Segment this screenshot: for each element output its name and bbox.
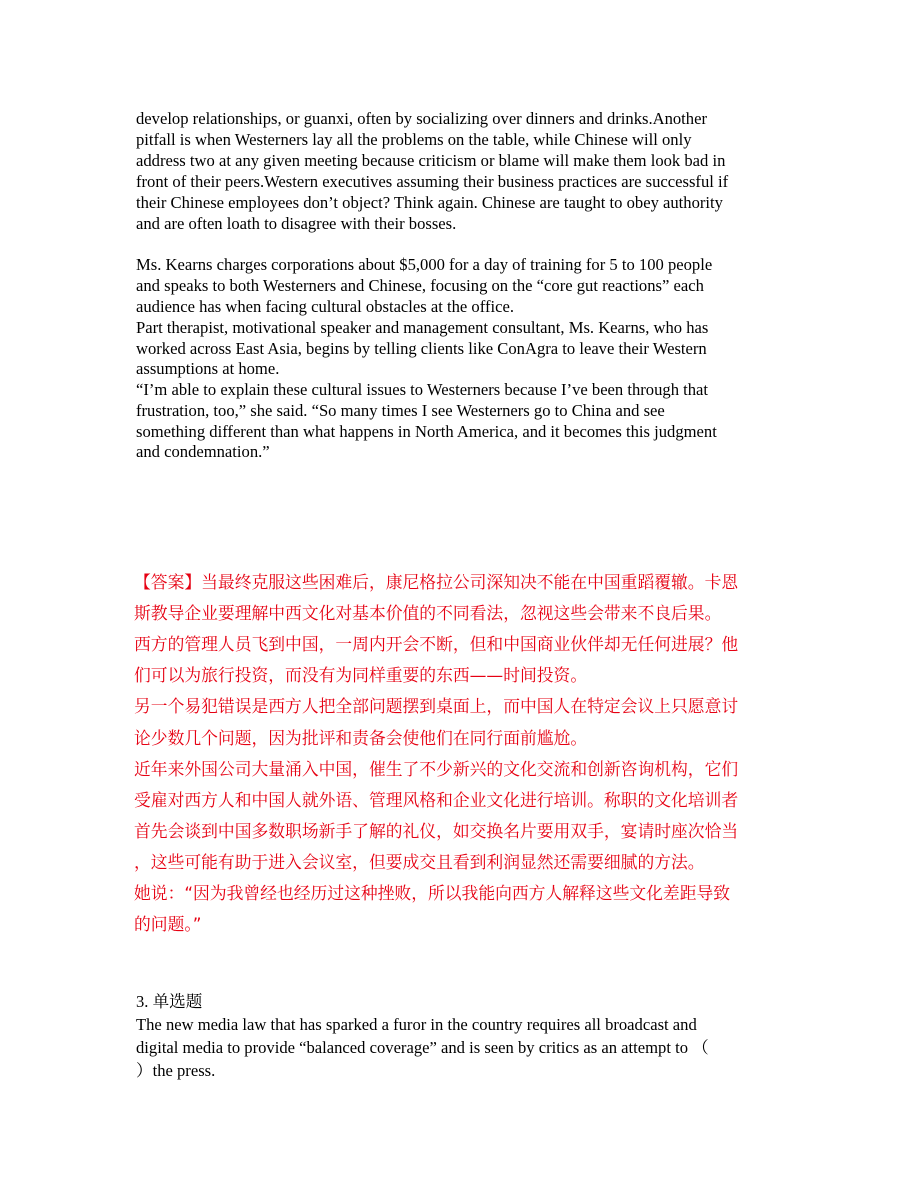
answer-line: 受雇对西方人和中国人就外语、管理风格和企业文化进行培训。称职的文化培训者 bbox=[134, 790, 739, 810]
question-line: digital media to provide “balanced coverage” and is seen by critics as an attempt to （ bbox=[136, 1038, 709, 1057]
passage-line: and are often loath to disagree with their bosses. bbox=[136, 214, 457, 233]
answer-line: 近年来外国公司大量涌入中国，催生了不少新兴的文化交流和创新咨询机构，它们 bbox=[134, 759, 739, 779]
passage-line: and speaks to both Westerners and Chinese, focusing on the “core gut reactions” each bbox=[136, 276, 704, 295]
passage-line: pitfall is when Westerners lay all the problems on the table, while Chinese will only bbox=[136, 130, 692, 149]
passage-line: and condemnation.” bbox=[136, 442, 270, 461]
passage-line: develop relationships, or guanxi, often by socializing over dinners and drinks.Another bbox=[136, 109, 707, 128]
passage-line: something different than what happens in North America, and it becomes this judgment bbox=[136, 422, 717, 441]
answer-line: 另一个易犯错误是西方人把全部问题摆到桌面上，而中国人在特定会议上只愿意讨 bbox=[134, 696, 739, 716]
answer-line: 【答案】当最终克服这些困难后，康尼格拉公司深知决不能在中国重蹈覆辙。卡恩 bbox=[134, 572, 739, 592]
answer-line: 首先会谈到中国多数职场新手了解的礼仪，如交换名片要用双手，宴请时座次恰当 bbox=[134, 821, 739, 841]
question-line: The new media law that has sparked a furor in the country requires all broadcast and bbox=[136, 1015, 697, 1034]
answer-line: ，这些可能有助于进入会议室，但要成交且看到利润显然还需要细腻的方法。 bbox=[134, 852, 705, 872]
passage-line: Ms. Kearns charges corporations about $5,000 for a day of training for 5 to 100 people bbox=[136, 255, 713, 274]
question-line: ）the press. bbox=[136, 1061, 216, 1080]
passage-line: “I’m able to explain these cultural issues to Westerners because I’ve been through that bbox=[136, 380, 709, 399]
passage-line: address two at any given meeting because criticism or blame will make them look bad in bbox=[136, 151, 726, 170]
answer-line: 论少数几个问题，因为批评和责备会使他们在同行面前尴尬。 bbox=[134, 728, 588, 748]
passage-line: worked across East Asia, begins by telling clients like ConAgra to leave their Western bbox=[136, 339, 707, 358]
answer-line: 西方的管理人员飞到中国，一周内开会不断，但和中国商业伙伴却无任何进展？他 bbox=[134, 634, 739, 654]
passage-line: audience has when facing cultural obstacles at the office. bbox=[136, 297, 514, 316]
passage-line: front of their peers.Western executives assuming their business practices are successful if bbox=[136, 172, 729, 191]
question-header: 3. 单选题 bbox=[136, 992, 203, 1011]
answer-line: 的问题。” bbox=[134, 914, 202, 934]
answer-line: 斯教导企业要理解中西文化对基本价值的不同看法，忽视这些会带来不良后果。 bbox=[134, 603, 722, 623]
answer-line: 她说：“因为我曾经也经历过这种挫败，所以我能向西方人解释这些文化差距导致 bbox=[134, 883, 731, 903]
passage-line: their Chinese employees don’t object? Think again. Chinese are taught to obey authority bbox=[136, 193, 723, 212]
answer-line: 们可以为旅行投资，而没有为同样重要的东西——时间投资。 bbox=[134, 665, 588, 685]
passage-line: assumptions at home. bbox=[136, 359, 280, 378]
passage-line: Part therapist, motivational speaker and management consultant, Ms. Kearns, who has bbox=[136, 318, 709, 337]
passage-line: frustration, too,” she said. “So many times I see Westerners go to China and see bbox=[136, 401, 665, 420]
